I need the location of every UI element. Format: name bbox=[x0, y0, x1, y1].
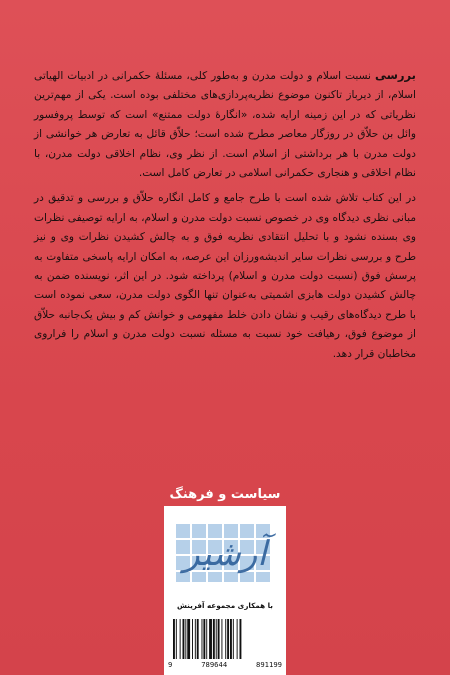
barcode-bar bbox=[230, 619, 232, 659]
publisher-logo bbox=[164, 506, 286, 596]
barcode-bar bbox=[185, 619, 186, 659]
barcode-bar bbox=[195, 619, 196, 659]
barcode-bar bbox=[237, 619, 238, 659]
barcode-bar bbox=[183, 619, 185, 659]
barcode-bar bbox=[176, 619, 177, 659]
partner-credit: با همکاری مجموعه آفرینش bbox=[177, 601, 273, 610]
barcode-bar bbox=[173, 619, 175, 659]
isbn-digit-group-2: 789644 bbox=[201, 660, 228, 669]
barcode-bar bbox=[213, 619, 215, 659]
barcode-bar bbox=[240, 619, 242, 659]
isbn-barcode bbox=[172, 619, 278, 659]
publisher-logo-text: آرشیر bbox=[183, 534, 267, 574]
series-label: سیاست و فرهنگ bbox=[169, 487, 281, 502]
blurb-paragraph-1-body: نسبت اسلام و دولت مدرن و به‌طور کلی، مسئلهٔ حکمرانی در ادبیات الهیاتی اسلام، از دیرباز تاکنون موضوع نظریه‌پردازی‌های مختلفی بوده است. یکی از مهم‌ترین نظریاتی که در این زمینه ارایه شده، «انگارهٔ دولت ممتنع» است که توسط پروفسور وائل بن حلاّق در روزگار معاصر مطرح شده است؛ حلاّق قائل به تعارض هر خوانشی از دولت مدرن با هر برداشتی از اسلام است. از نظر وی، نظام اخلاقی دولت مدرن، با نظام اخلاقی و هنجاری حکمرانی اسلامی در تعارض کامل است. bbox=[34, 70, 416, 180]
barcode-bar bbox=[221, 619, 222, 659]
barcode-bar bbox=[218, 619, 220, 659]
barcode-bar bbox=[206, 619, 207, 659]
blurb-paragraph-2: در این کتاب تلاش شده است با طرح جامع و کامل انگاره حلاّق و بررسی و تدقیق در مبانی نظری دیدگاه وی در خصوص نسبت دولت مدرن و اسلام، به ارایه توصیفی نظرات وی بسنده نشود و با تحلیل انتقادی نظریه فوق و به چالش کشیدن نظرات وی و نیز طرح و بررسی نظرات سایر اندیشه‌ورزان این عرصه، به امکان ارایه پاسخی متفاوت به پرسش فوق (نسبت دولت مدرن و اسلام) پرداخته شود. در این اثر، نویسنده ضمن به چالش کشیدن دولت هابزی اشمیتی به‌عنوان تنها الگوی دولت مدرن، سعی نموده است با طرح دیدگاه‌های رقیب و نشان دادن خلط مفهومی و خوانش کم و بیش یک‌جانبه حلاّق از موضوع فوق، رهیافت خود نسبت به مسئله نسبت دولت مدرن و اسلام را فراروی مخاطبان قرار دهد. bbox=[34, 192, 416, 360]
barcode-bar bbox=[187, 619, 190, 659]
barcode-bar bbox=[202, 619, 203, 659]
isbn-digit-group-3: 891199 bbox=[256, 660, 282, 669]
blurb-lead-word: بررسی bbox=[374, 68, 416, 82]
barcode-bar bbox=[227, 619, 229, 659]
blurb-paragraph-1 bbox=[34, 66, 416, 183]
barcode-bar bbox=[225, 619, 226, 659]
barcode-bar bbox=[192, 619, 193, 659]
isbn-digits bbox=[168, 660, 282, 669]
barcode-bar bbox=[203, 619, 205, 659]
isbn-digit-group-1: 9 bbox=[168, 660, 173, 669]
barcode-bar bbox=[197, 619, 199, 659]
barcode-bar bbox=[180, 619, 181, 659]
blurb-text bbox=[34, 66, 416, 370]
publisher-panel bbox=[164, 506, 286, 675]
barcode-bar bbox=[216, 619, 217, 659]
barcode-bar bbox=[209, 619, 212, 659]
barcode-bar bbox=[233, 619, 234, 659]
